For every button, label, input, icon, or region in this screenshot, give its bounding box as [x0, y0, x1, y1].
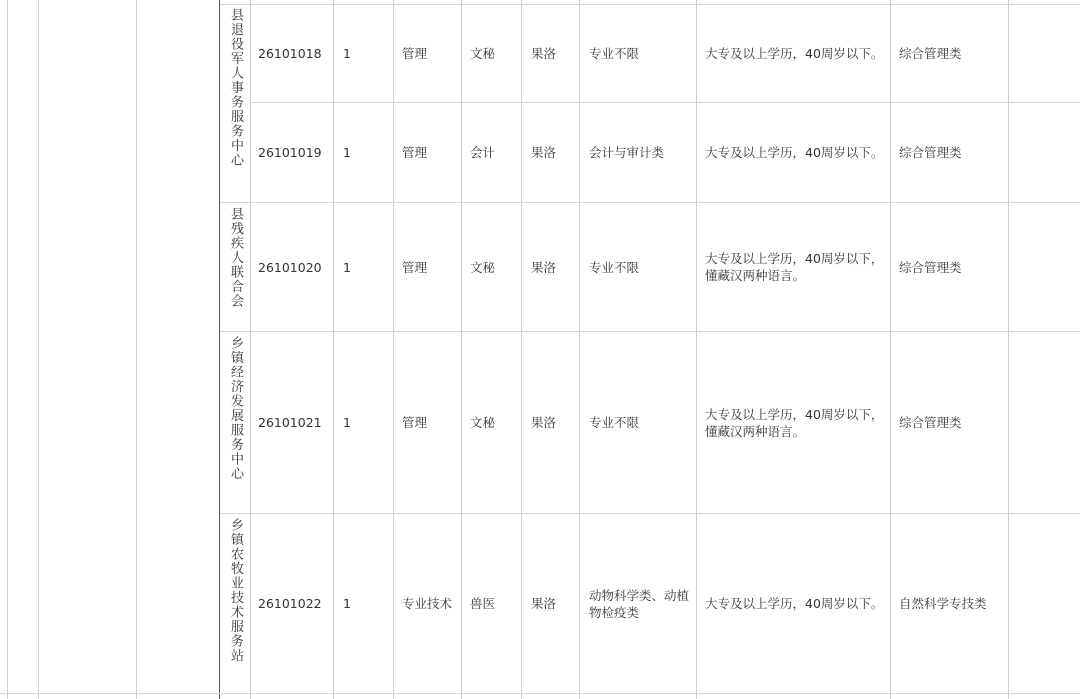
other-requirement: 大专及以上学历，40周岁以下。 [705, 596, 884, 611]
unit-name: 县退役军人事务服务中心 [228, 8, 243, 168]
position-name: 文秘 [470, 259, 496, 275]
position-code: 26101021 [258, 415, 322, 430]
major-requirement: 专业不限 [589, 259, 640, 275]
position-type: 管理 [402, 45, 428, 61]
table-row [0, 203, 1080, 331]
other-requirement: 大专及以上学历，40周岁以下。 [705, 45, 884, 61]
recruit-count: 1 [343, 415, 351, 430]
table-row [0, 514, 1080, 693]
unit-name: 乡镇农牧业技术服务站 [228, 518, 243, 663]
position-code: 26101020 [258, 259, 322, 275]
recruit-count: 1 [343, 596, 351, 611]
major-requirement: 专业不限 [589, 45, 640, 61]
recruit-count: 1 [343, 145, 351, 160]
exam-category: 综合管理类 [899, 259, 962, 275]
location: 果洛 [531, 415, 557, 430]
unit-name: 县残疾人联合会 [228, 207, 243, 309]
major-requirement: 动物科学类、动植物检疫类 [589, 587, 690, 620]
exam-category: 综合管理类 [899, 45, 962, 61]
table-row [0, 103, 1080, 202]
location: 果洛 [531, 596, 557, 611]
location: 果洛 [531, 259, 557, 275]
position-code: 26101018 [258, 45, 322, 61]
position-name: 文秘 [470, 415, 496, 430]
position-type: 管理 [402, 145, 428, 160]
position-code: 26101022 [258, 596, 322, 611]
position-code: 26101019 [258, 145, 322, 160]
position-name: 兽医 [470, 596, 496, 611]
major-requirement: 会计与审计类 [589, 145, 665, 160]
major-requirement: 专业不限 [589, 415, 640, 430]
other-requirement: 大专及以上学历，40周岁以下。 [705, 145, 884, 160]
unit-name: 乡镇经济发展服务中心 [228, 336, 243, 481]
position-name: 文秘 [470, 45, 496, 61]
exam-category: 综合管理类 [899, 415, 962, 430]
exam-category: 自然科学专技类 [899, 596, 987, 611]
position-name: 会计 [470, 145, 496, 160]
position-type: 专业技术 [402, 596, 453, 611]
other-requirement: 大专及以上学历，40周岁以下，懂藏汉两种语言。 [705, 251, 884, 283]
position-type: 管理 [402, 415, 428, 430]
table-row [0, 332, 1080, 513]
grid-line [0, 693, 1080, 694]
recruit-count: 1 [343, 45, 351, 61]
location: 果洛 [531, 145, 557, 160]
other-requirement: 大专及以上学历，40周岁以下，懂藏汉两种语言。 [705, 406, 884, 439]
recruit-count: 1 [343, 259, 351, 275]
position-type: 管理 [402, 259, 428, 275]
exam-category: 综合管理类 [899, 145, 962, 160]
location: 果洛 [531, 45, 557, 61]
